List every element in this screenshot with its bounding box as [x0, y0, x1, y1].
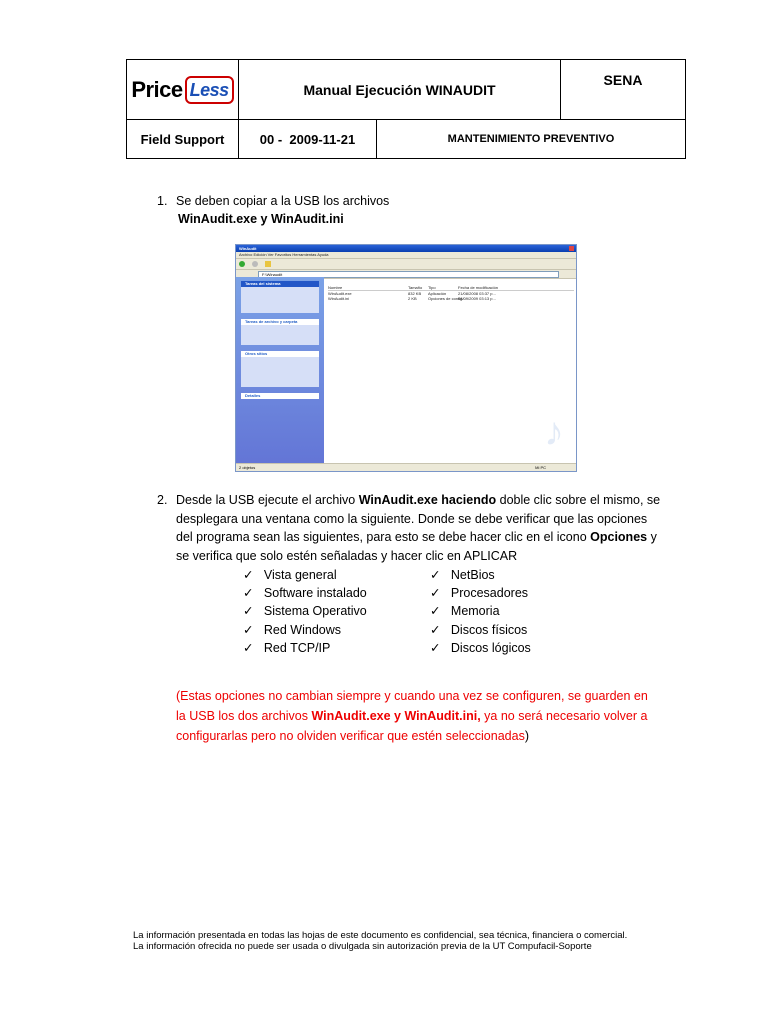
file-name: WinAudit.ini	[328, 296, 350, 301]
footer-line2: La información ofrecida no puede ser usada o divulgada sin autorización previa de la UT Compufacil-Soporte	[133, 941, 592, 952]
check-icon: ✓	[430, 586, 441, 601]
priceless-logo	[131, 76, 233, 104]
step-1-number: 1.	[157, 194, 168, 208]
col-size: Tamaño	[408, 285, 423, 290]
option-label: Discos lógicos	[450, 640, 531, 655]
org-name: SENA	[603, 72, 643, 88]
forward-icon	[252, 261, 258, 267]
file-size: 2 KB	[408, 296, 417, 301]
option-item	[243, 602, 367, 620]
config-note	[176, 686, 648, 746]
panel-other-places-title: Otros sitios	[245, 351, 268, 356]
step-1	[157, 192, 390, 211]
step-2-text: Desde la USB ejecute el archivo	[176, 493, 359, 507]
window-menu: Archivo Edición Ver Favoritos Herramientas Ayuda	[236, 252, 576, 259]
section-name: MANTENIMIENTO PREVENTIVO	[447, 133, 615, 145]
file-list	[328, 285, 574, 301]
dept-cell	[127, 120, 239, 158]
check-icon: ✓	[243, 586, 254, 601]
check-icon: ✓	[430, 640, 441, 655]
option-item	[430, 566, 531, 584]
doc-version: 00 - 2009-11-21	[259, 131, 356, 147]
option-label: Sistema Operativo	[263, 604, 367, 619]
footer-line1: La información presentada en todas las hojas de este documento es confidencial, sea técnica, financiera o comercial.	[133, 930, 628, 941]
check-icon: ✓	[430, 568, 441, 582]
step-2	[157, 491, 661, 565]
option-label: Software instalado	[263, 586, 367, 601]
panel-other-places	[241, 351, 319, 387]
option-label: NetBios	[450, 568, 495, 582]
option-item	[430, 602, 531, 620]
step-1-files: WinAudit.exe y WinAudit.ini	[178, 212, 344, 226]
back-icon	[239, 261, 245, 267]
col-type: Tipo	[428, 285, 436, 290]
step-2-text: doble clic sobre el mismo, se	[496, 493, 661, 507]
check-icon: ✓	[243, 568, 254, 582]
task-pane	[236, 277, 324, 465]
panel-details	[241, 393, 319, 399]
step-2-line3	[157, 528, 657, 547]
option-item	[430, 639, 531, 657]
col-date: Fecha de modificación	[458, 285, 499, 290]
option-item	[243, 621, 367, 639]
option-label: Vista general	[263, 568, 337, 582]
step-2-number: 2.	[157, 493, 168, 507]
note-text: la USB los dos archivos	[176, 709, 312, 723]
options-right-list	[430, 566, 531, 657]
check-icon: ✓	[243, 604, 254, 619]
section-cell	[377, 120, 685, 158]
note-close-paren: )	[524, 729, 529, 743]
status-count: 2 objetos	[239, 465, 256, 470]
folder-up-icon	[265, 261, 271, 267]
check-icon: ✓	[430, 622, 441, 637]
version-cell	[239, 120, 377, 158]
note-text: ya no será necesario volver a	[480, 709, 648, 723]
step-1-text: Se deben copiar a la USB los archivos	[176, 194, 390, 208]
step-2-text: y	[647, 530, 657, 544]
document-header	[126, 59, 686, 159]
file-type: Opciones de config...	[428, 296, 466, 301]
logo-price: Price	[131, 76, 183, 102]
doc-title: Manual Ejecución WINAUDIT	[303, 81, 496, 98]
step-2-line4: se verifica que solo estén señaladas y hacer clic en APLICAR	[176, 548, 518, 563]
option-item	[430, 584, 531, 602]
panel-system-tasks	[241, 281, 319, 313]
option-label: Red Windows	[263, 622, 342, 637]
option-item	[243, 639, 367, 657]
option-item	[243, 566, 367, 584]
file-date: 21/08/2008 03:37 p...	[458, 291, 496, 296]
note-line2	[176, 706, 648, 726]
panel-details-title: Detalles	[245, 393, 261, 398]
note-bold-files: WinAudit.exe y WinAudit.ini,	[311, 709, 481, 723]
winaudit-explorer-screenshot	[235, 244, 577, 472]
close-icon	[569, 246, 574, 251]
file-name: WinAudit.exe	[328, 291, 352, 296]
option-label: Procesadores	[450, 586, 529, 601]
option-label: Discos físicos	[450, 622, 528, 637]
dept-name: Field Support	[140, 131, 225, 147]
option-label: Memoria	[450, 604, 500, 619]
confidentiality-footer	[133, 930, 627, 952]
check-icon: ✓	[430, 604, 441, 619]
option-label: Red TCP/IP	[263, 640, 331, 655]
check-icon: ✓	[243, 640, 254, 655]
col-name: Nombre	[328, 285, 343, 290]
option-item	[430, 621, 531, 639]
file-row	[328, 296, 574, 301]
logo-cell	[127, 60, 239, 120]
options-left-list	[243, 566, 367, 657]
step-2-line2: desplegara una ventana como la siguiente. Donde se debe verificar que las opciones	[176, 511, 648, 526]
file-size: 832 KB	[408, 291, 422, 296]
status-bar	[236, 463, 576, 471]
check-icon: ✓	[243, 622, 254, 637]
status-location: Mi PC	[535, 465, 546, 470]
window-toolbar	[236, 259, 576, 270]
title-cell	[239, 60, 561, 120]
panel-system-tasks-title: Tareas del sistema	[245, 281, 281, 286]
step-2-text: del programa sean las siguientes, para esto se debe hacer clic en el icono	[176, 530, 591, 544]
option-item	[243, 584, 367, 602]
window-titlebar: WinAudit	[236, 245, 576, 252]
panel-file-tasks	[241, 319, 319, 345]
address-field: F:\Winaudit	[258, 271, 559, 278]
org-cell	[561, 60, 685, 120]
note-text: configurarlas pero no olviden verificar que estén seleccionadas	[176, 729, 525, 743]
panel-file-tasks-title: Tareas de archivo y carpeta	[245, 319, 298, 324]
music-note-icon: ♪	[544, 410, 564, 454]
note-line3	[176, 726, 648, 746]
note-line1: (Estas opciones no cambian siempre y cuando una vez se configuren, se guarden en	[176, 689, 648, 703]
file-date: 08/09/2009 03:13 p...	[458, 296, 496, 301]
step-2-bold-file: WinAudit.exe haciendo	[358, 493, 497, 507]
logo-less: Less	[185, 76, 234, 104]
step-2-bold-options: Opciones	[590, 530, 648, 544]
file-type: Aplicación	[428, 291, 447, 296]
